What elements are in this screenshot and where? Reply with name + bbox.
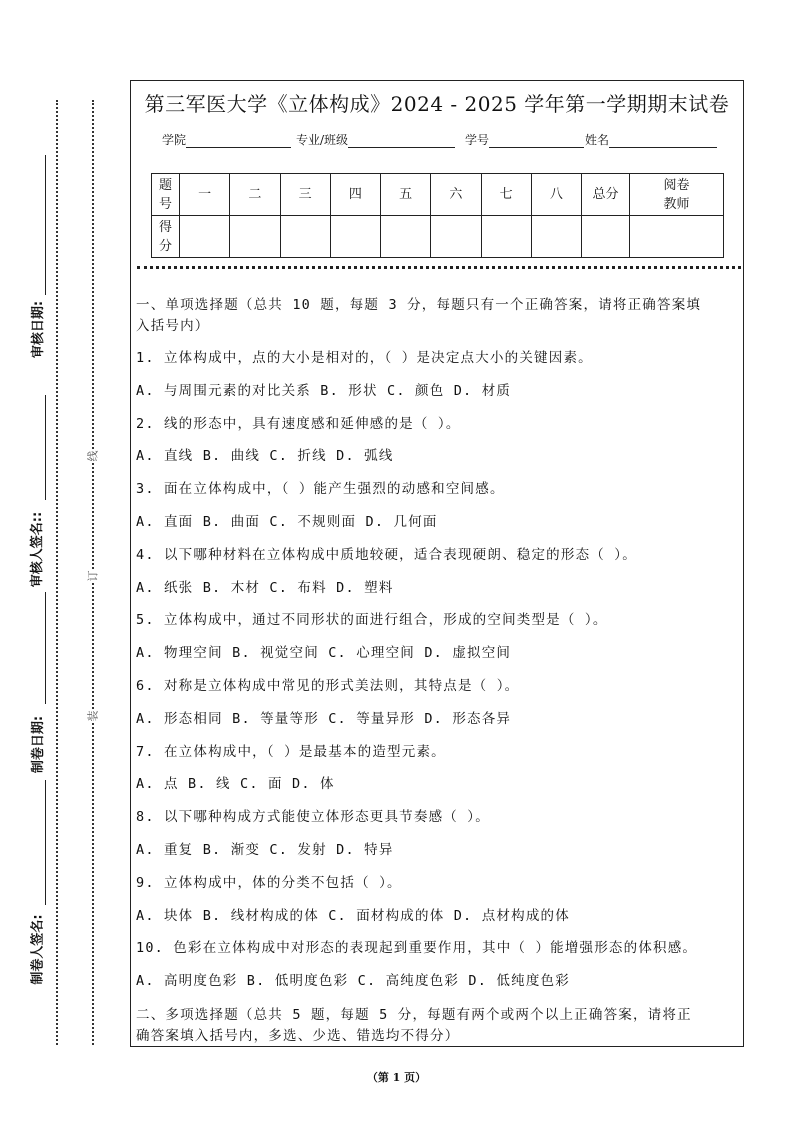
column-header: 一 xyxy=(180,174,230,216)
name-label: 姓名 xyxy=(585,133,610,147)
signature-line xyxy=(45,155,46,295)
answer-options: A. 纸张 B. 木材 C. 布料 D. 塑料 xyxy=(136,579,394,596)
question-text: 5. 立体构成中，通过不同形状的面进行组合，形成的空间类型是（ ）。 xyxy=(136,612,608,629)
column-header: 三 xyxy=(280,174,330,216)
question-text: 10. 色彩在立体构成中对形态的表现起到重要作用，其中（ ）能增强形态的体积感。 xyxy=(136,940,698,957)
column-header: 八 xyxy=(531,174,581,216)
header-label: 号 xyxy=(158,196,172,212)
column-header: 六 xyxy=(431,174,481,216)
score-label: 得 xyxy=(158,219,172,235)
column-header: 总分 xyxy=(582,174,630,216)
college-label: 学院 xyxy=(162,133,187,147)
score-cell[interactable] xyxy=(280,216,330,258)
bind-mark-line: 线 xyxy=(86,450,100,462)
score-cell[interactable] xyxy=(230,216,280,258)
column-header: 四 xyxy=(330,174,380,216)
maker-sign-label: 制卷人签名: xyxy=(30,914,46,985)
question-text: 1. 立体构成中，点的大小是相对的，（ ）是决定点大小的关键因素。 xyxy=(136,350,593,366)
page-number: （第 1 页） xyxy=(366,1071,427,1084)
question-text: 2. 线的形态中，具有速度感和延伸感的是（ ）。 xyxy=(136,415,461,432)
score-cell[interactable] xyxy=(630,216,724,258)
answer-options: A. 点 B. 线 C. 面 D. 体 xyxy=(136,776,335,793)
review-date-label: 审核日期: xyxy=(31,300,47,359)
question-text: 4. 以下哪种材料在立体构成中质地较硬，适合表现硬朗、稳定的形态（ ）。 xyxy=(136,546,637,563)
bind-mark-order: 订 xyxy=(86,570,100,582)
section1-heading: 一、单项选择题（总共 10 题，每题 3 分，每题只有一个正确答案，请将正确答案填 xyxy=(136,297,702,313)
score-table-score-row xyxy=(152,216,724,258)
question-text: 7. 在立体构成中，（ ）是最基本的造型元素。 xyxy=(136,743,446,760)
section1-heading: 入括号内） xyxy=(136,318,210,334)
column-header: 五 xyxy=(381,174,431,216)
college-field[interactable] xyxy=(162,131,291,148)
section2-heading: 二、多项选择题（总共 5 题，每题 5 分，每题有两个或两个以上正确答案，请将正 xyxy=(136,1007,692,1023)
question-text: 8. 以下哪种构成方式能使立体形态更具节奏感（ ）。 xyxy=(136,809,490,826)
header-label: 题 xyxy=(158,177,172,193)
score-cell[interactable] xyxy=(481,216,531,258)
reviewer-label: 阅卷 xyxy=(663,177,690,193)
score-cell[interactable] xyxy=(381,216,431,258)
student-id-field[interactable] xyxy=(465,131,584,148)
student-id-label: 学号 xyxy=(465,133,490,147)
score-table-header-row xyxy=(152,174,724,216)
score-cell[interactable] xyxy=(431,216,481,258)
answer-options: A. 直面 B. 曲面 C. 不规则面 D. 几何面 xyxy=(136,514,438,530)
make-date-label: 制卷日期: xyxy=(31,715,47,774)
dotted-divider xyxy=(137,266,741,269)
answer-options: A. 物理空间 B. 视觉空间 C. 心理空间 D. 虚拟空间 xyxy=(136,645,512,662)
score-cell[interactable] xyxy=(582,216,630,258)
bind-mark-fix: 装 xyxy=(86,710,100,722)
reviewer-label: 教师 xyxy=(663,196,690,212)
score-cell[interactable] xyxy=(531,216,581,258)
name-field[interactable] xyxy=(585,131,717,148)
section2-heading: 确答案填入括号内，多选、少选、错选均不得分） xyxy=(136,1028,460,1044)
major-field[interactable] xyxy=(296,131,455,148)
signature-line xyxy=(45,395,46,500)
binding-dotted-line-outer xyxy=(56,100,58,1045)
answer-options: A. 重复 B. 渐变 C. 发射 D. 特异 xyxy=(136,842,394,858)
signature-line xyxy=(45,780,46,905)
answer-options: A. 直线 B. 曲线 C. 折线 D. 弧线 xyxy=(136,448,394,465)
answer-options: A. 高明度色彩 B. 低明度色彩 C. 高纯度色彩 D. 低纯度色彩 xyxy=(136,973,570,990)
answer-options: A. 与周围元素的对比关系 B. 形状 C. 颜色 D. 材质 xyxy=(136,382,512,399)
question-text: 9. 立体构成中，体的分类不包括（ ）。 xyxy=(136,874,402,891)
reviewer-sign-label: 审核人签名:: xyxy=(30,511,46,588)
major-label: 专业/班级 xyxy=(296,133,349,147)
score-table xyxy=(151,173,724,258)
score-cell[interactable] xyxy=(330,216,380,258)
answer-options: A. 形态相同 B. 等量等形 C. 等量异形 D. 形态各异 xyxy=(136,710,512,727)
score-cell[interactable] xyxy=(180,216,230,258)
column-header: 七 xyxy=(481,174,531,216)
question-text: 6. 对称是立体构成中常见的形式美法则，其特点是（ ）。 xyxy=(136,678,520,694)
answer-options: A. 块体 B. 线材构成的体 C. 面材构成的体 D. 点材构成的体 xyxy=(136,907,570,924)
signature-line xyxy=(45,592,46,704)
page-title: 第三军医大学《立体构成》2024 - 2025 学年第一学期期末试卷 xyxy=(144,92,730,116)
score-label: 分 xyxy=(158,238,172,254)
question-text: 3. 面在立体构成中，（ ）能产生强烈的动感和空间感。 xyxy=(136,481,505,498)
column-header: 二 xyxy=(230,174,280,216)
